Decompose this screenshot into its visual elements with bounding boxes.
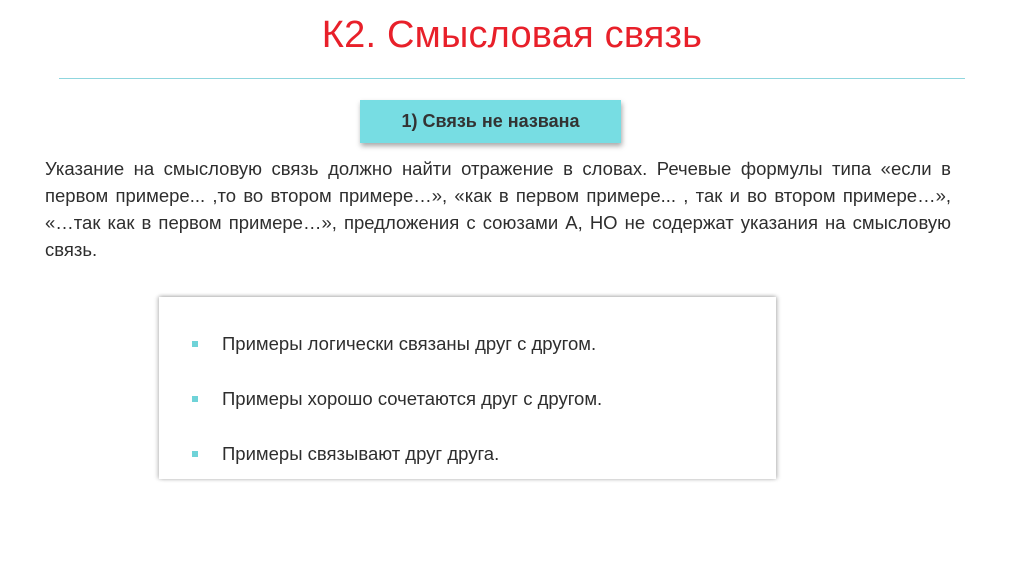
list-item-text: Примеры связывают друг друга. <box>222 443 500 464</box>
slide-title: К2. Смысловая связь <box>321 14 703 56</box>
list-item <box>159 443 499 465</box>
list-item <box>159 388 602 410</box>
section-badge-label: 1) Связь не названа <box>401 111 580 131</box>
list-item <box>159 333 596 355</box>
square-bullet-icon <box>192 451 198 457</box>
examples-card <box>159 297 776 479</box>
square-bullet-icon <box>192 396 198 402</box>
section-badge <box>360 100 621 143</box>
explanation-paragraph: Указание на смысловую связь должно найти отражение в словах. Речевые формулы типа «если в первом примере... ,то во втором примере…», «как в первом примере... , так и во втором примере…», «…так как в первом примере…», предложения с союзами А, НО не содержат указания на смысловую связь. <box>45 158 951 260</box>
title-divider <box>59 78 965 79</box>
square-bullet-icon <box>192 341 198 347</box>
list-item-text: Примеры хорошо сочетаются друг с другом. <box>222 388 603 409</box>
list-item-text: Примеры логически связаны друг с другом. <box>222 333 597 354</box>
